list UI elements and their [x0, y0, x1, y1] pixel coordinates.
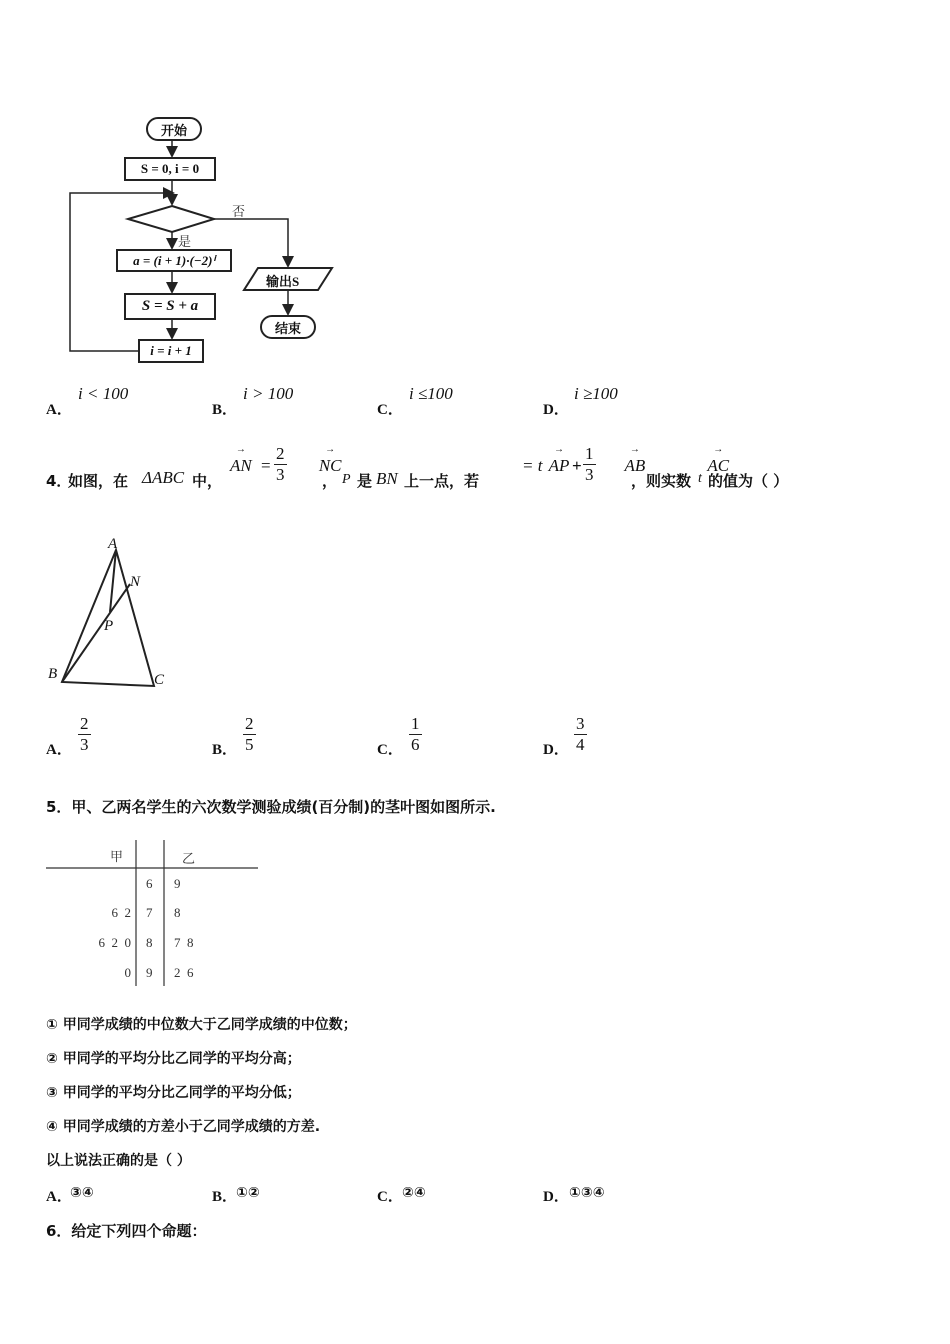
q4-option-b-den: 5: [245, 735, 254, 754]
q5-option-d: ①③④: [569, 1185, 605, 1201]
q4-vec-ab: → AB: [624, 456, 645, 476]
update-i-box: i = i + 1: [138, 339, 204, 363]
statement-4: ④ 甲同学成绩的方差小于乙同学成绩的方差.: [46, 1119, 321, 1135]
row-3-left: 6 2 0: [98, 935, 131, 950]
q4-frac2-num: 1: [585, 444, 594, 463]
update-s-box: S = S + a: [124, 293, 216, 320]
row-4-stem: 9: [146, 965, 153, 980]
output-label: 输出S: [266, 274, 300, 289]
vertex-b-label: B: [48, 666, 58, 682]
start-terminal: 开始: [146, 117, 202, 141]
q4-vec-an: → AN: [230, 456, 252, 476]
q4-vec-ap: → AP: [549, 456, 570, 476]
vertex-n-label: N: [130, 574, 141, 590]
q4-text-5: 上一点，若: [404, 472, 480, 490]
q3-option-b: i > 100: [243, 384, 294, 403]
header-yi: 乙: [182, 851, 196, 866]
q4-option-d-den: 4: [576, 735, 585, 754]
q4-option-d-num: 3: [576, 714, 585, 733]
row-4-right: 2 6: [174, 965, 194, 980]
q4-option-a-den: 3: [80, 735, 89, 754]
q4-option-a-letter: A．: [46, 742, 72, 758]
q4-option-d-letter: D．: [543, 742, 569, 758]
q4-plus: +: [572, 456, 582, 475]
q4-text-7: 的值为（ ）: [708, 472, 789, 490]
no-label: 否: [232, 204, 246, 219]
q4-eq: =: [261, 456, 271, 475]
q3-option-c-letter: C．: [377, 402, 403, 418]
assign-a-box: a = (i + 1)·(−2)ⁱ: [116, 249, 232, 272]
q4-option-b-letter: B．: [212, 742, 238, 758]
q4-frac-den: 3: [276, 465, 285, 484]
q4-option-a: [78, 714, 91, 755]
q4-text-1: 如图，在: [68, 472, 129, 490]
q4-option-d: [574, 714, 587, 755]
row-1-right: 9: [174, 876, 181, 891]
statement-2: ② 甲同学的平均分比乙同学的平均分高；: [46, 1051, 301, 1067]
q6-question: 6．给定下列四个命题：: [46, 1222, 207, 1240]
row-3-right: 7 8: [174, 935, 194, 950]
q5-option-a-letter: A．: [46, 1189, 72, 1205]
flowchart: [40, 105, 350, 375]
q4-option-b-num: 2: [245, 714, 254, 733]
q3-option-a: i < 100: [78, 384, 129, 403]
row-2-right: 8: [174, 905, 181, 920]
q4-point-p: P: [342, 472, 351, 487]
q4-triangle: ΔABC: [142, 468, 185, 487]
q4-text-6: ，则实数: [631, 472, 692, 490]
row-2-left: 6 2: [111, 905, 131, 920]
yes-label: 是: [178, 234, 192, 249]
q4-option-c: [409, 714, 422, 755]
stem-leaf-lines: [46, 838, 261, 990]
q5-option-b: ①②: [236, 1185, 260, 1201]
vertex-a-label: A: [108, 536, 118, 552]
q4-text-3: ，: [322, 472, 338, 490]
q4-var-t: t: [698, 471, 702, 486]
q3-option-d: i ≥100: [574, 384, 618, 403]
q5-option-a: ③④: [70, 1185, 94, 1201]
row-2-stem: 7: [146, 905, 153, 920]
q4-frac-2-3: [274, 444, 287, 485]
q4-text-2: 中，: [192, 472, 223, 490]
q5-option-c: ②④: [402, 1185, 426, 1201]
q5-option-c-letter: C．: [377, 1189, 403, 1205]
end-terminal: 结束: [260, 315, 316, 339]
q4-eq-t: = t: [522, 456, 543, 475]
triangle-figure: [44, 536, 174, 696]
q4-frac2-den: 3: [585, 465, 594, 484]
q4-option-c-letter: C．: [377, 742, 403, 758]
row-1-stem: 6: [146, 876, 153, 891]
q5-option-b-letter: B．: [212, 1189, 238, 1205]
statement-1: ① 甲同学成绩的中位数大于乙同学成绩的中位数；: [46, 1017, 357, 1033]
decision-diamond: [128, 206, 214, 232]
q3-option-a-letter: A．: [46, 402, 72, 418]
q4-number: 4．: [46, 472, 72, 490]
header-jia: 甲: [110, 849, 124, 864]
init-box: S = 0, i = 0: [124, 157, 216, 181]
q4-question: [46, 444, 926, 494]
stem-leaf-plot: [46, 838, 261, 990]
row-3-stem: 8: [146, 935, 153, 950]
row-4-left: 0: [124, 965, 131, 980]
q4-option-c-den: 6: [411, 735, 420, 754]
q4-segment-bn: BN: [376, 469, 398, 488]
q5-ask: 以上说法正确的是（ ）: [46, 1153, 191, 1169]
q3-option-b-letter: B．: [212, 402, 238, 418]
q4-vec-nc: → NC: [319, 456, 342, 476]
q5-question: 5．甲、乙两名学生的六次数学测验成绩(百分制)的茎叶图如图所示.: [46, 798, 496, 816]
q4-option-c-num: 1: [411, 714, 420, 733]
vertex-c-label: C: [154, 672, 165, 688]
q4-frac-1-3: [583, 444, 596, 485]
q3-option-c: i ≤100: [409, 384, 453, 403]
q4-text-4: 是: [357, 472, 373, 490]
q5-option-d-letter: D．: [543, 1189, 569, 1205]
q3-option-d-letter: D．: [543, 402, 569, 418]
q4-vec-ac: → AC: [707, 456, 729, 476]
q4-frac-num: 2: [276, 444, 285, 463]
q4-option-a-num: 2: [80, 714, 89, 733]
statement-3: ③ 甲同学的平均分比乙同学的平均分低；: [46, 1085, 301, 1101]
q4-option-b: [243, 714, 256, 755]
vertex-p-label: P: [104, 618, 114, 634]
